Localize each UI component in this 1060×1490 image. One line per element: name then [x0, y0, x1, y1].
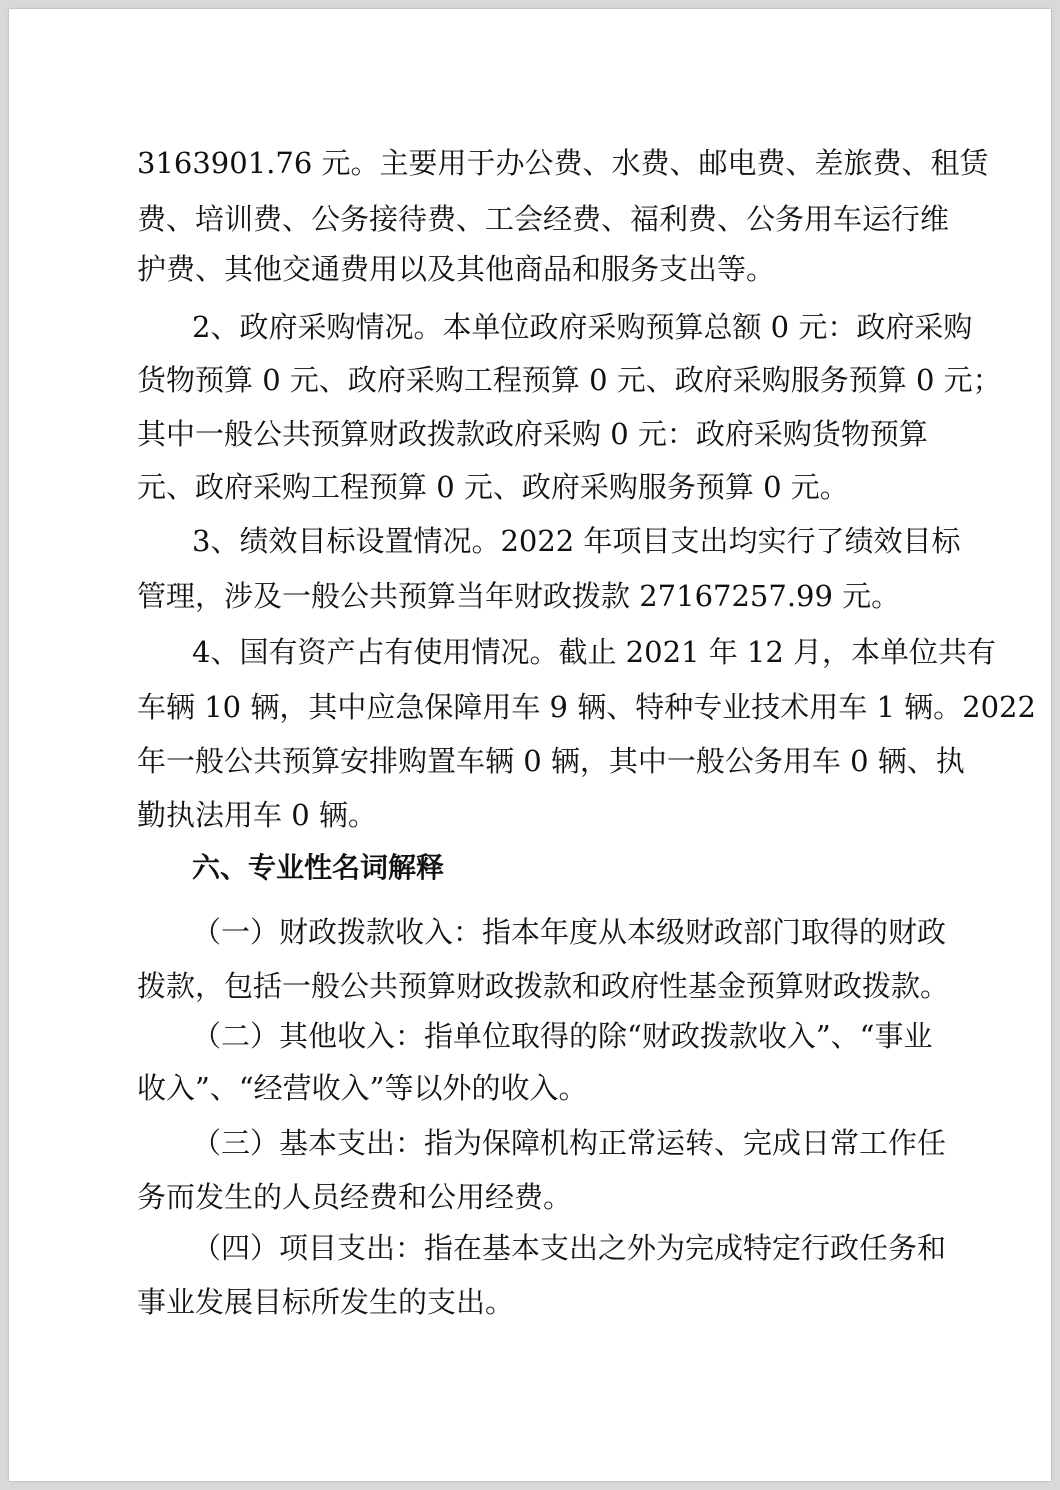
- paragraph-line: 4、国有资产占有使用情况。截止 2021 年 12 月，本单位共有: [192, 635, 997, 669]
- paragraph-line: 事业发展目标所发生的支出。: [137, 1285, 515, 1319]
- paragraph-line: 元、政府采购工程预算 0 元、政府采购服务预算 0 元。: [137, 470, 849, 504]
- paragraph-line: 2、政府采购情况。本单位政府采购预算总额 0 元：政府采购: [192, 310, 973, 344]
- paragraph-line: 3163901.76 元。主要用于办公费、水费、邮电费、差旅费、租赁: [137, 146, 989, 180]
- paragraph-line: （四）项目支出：指在基本支出之外为完成特定行政任务和: [192, 1231, 947, 1265]
- paragraph-line: 费、培训费、公务接待费、工会经费、福利费、公务用车运行维: [137, 202, 950, 236]
- paragraph-line: 护费、其他交通费用以及其他商品和服务支出等。: [137, 252, 776, 286]
- paragraph-line: （三）基本支出：指为保障机构正常运转、完成日常工作任: [192, 1126, 947, 1160]
- section-heading: 六、专业性名词解释: [192, 851, 445, 884]
- paragraph-line: （一）财政拨款收入：指本年度从本级财政部门取得的财政: [192, 915, 947, 949]
- paragraph-line: 勤执法用车 0 辆。: [137, 798, 377, 832]
- paragraph-line: 务而发生的人员经费和公用经费。: [137, 1180, 573, 1214]
- paragraph-line: 其中一般公共预算财政拨款政府采购 0 元：政府采购货物预算: [137, 417, 928, 451]
- paragraph-line: 收入”、“经营收入”等以外的收入。: [137, 1071, 588, 1105]
- paragraph-line: 3、绩效目标设置情况。2022 年项目支出均实行了绩效目标: [192, 524, 961, 558]
- paragraph-line: 货物预算 0 元、政府采购工程预算 0 元、政府采购服务预算 0 元；: [137, 363, 1002, 397]
- paragraph-line: 拨款，包括一般公共预算财政拨款和政府性基金预算财政拨款。: [137, 969, 950, 1003]
- paragraph-line: （二）其他收入：指单位取得的除“财政拨款收入”、“事业: [192, 1019, 933, 1053]
- paragraph-line: 车辆 10 辆，其中应急保障用车 9 辆、特种专业技术用车 1 辆。2022: [137, 690, 1036, 724]
- paragraph-line: 年一般公共预算安排购置车辆 0 辆，其中一般公务用车 0 辆、执: [137, 744, 965, 778]
- paragraph-line: 管理，涉及一般公共预算当年财政拨款 27167257.99 元。: [137, 579, 901, 613]
